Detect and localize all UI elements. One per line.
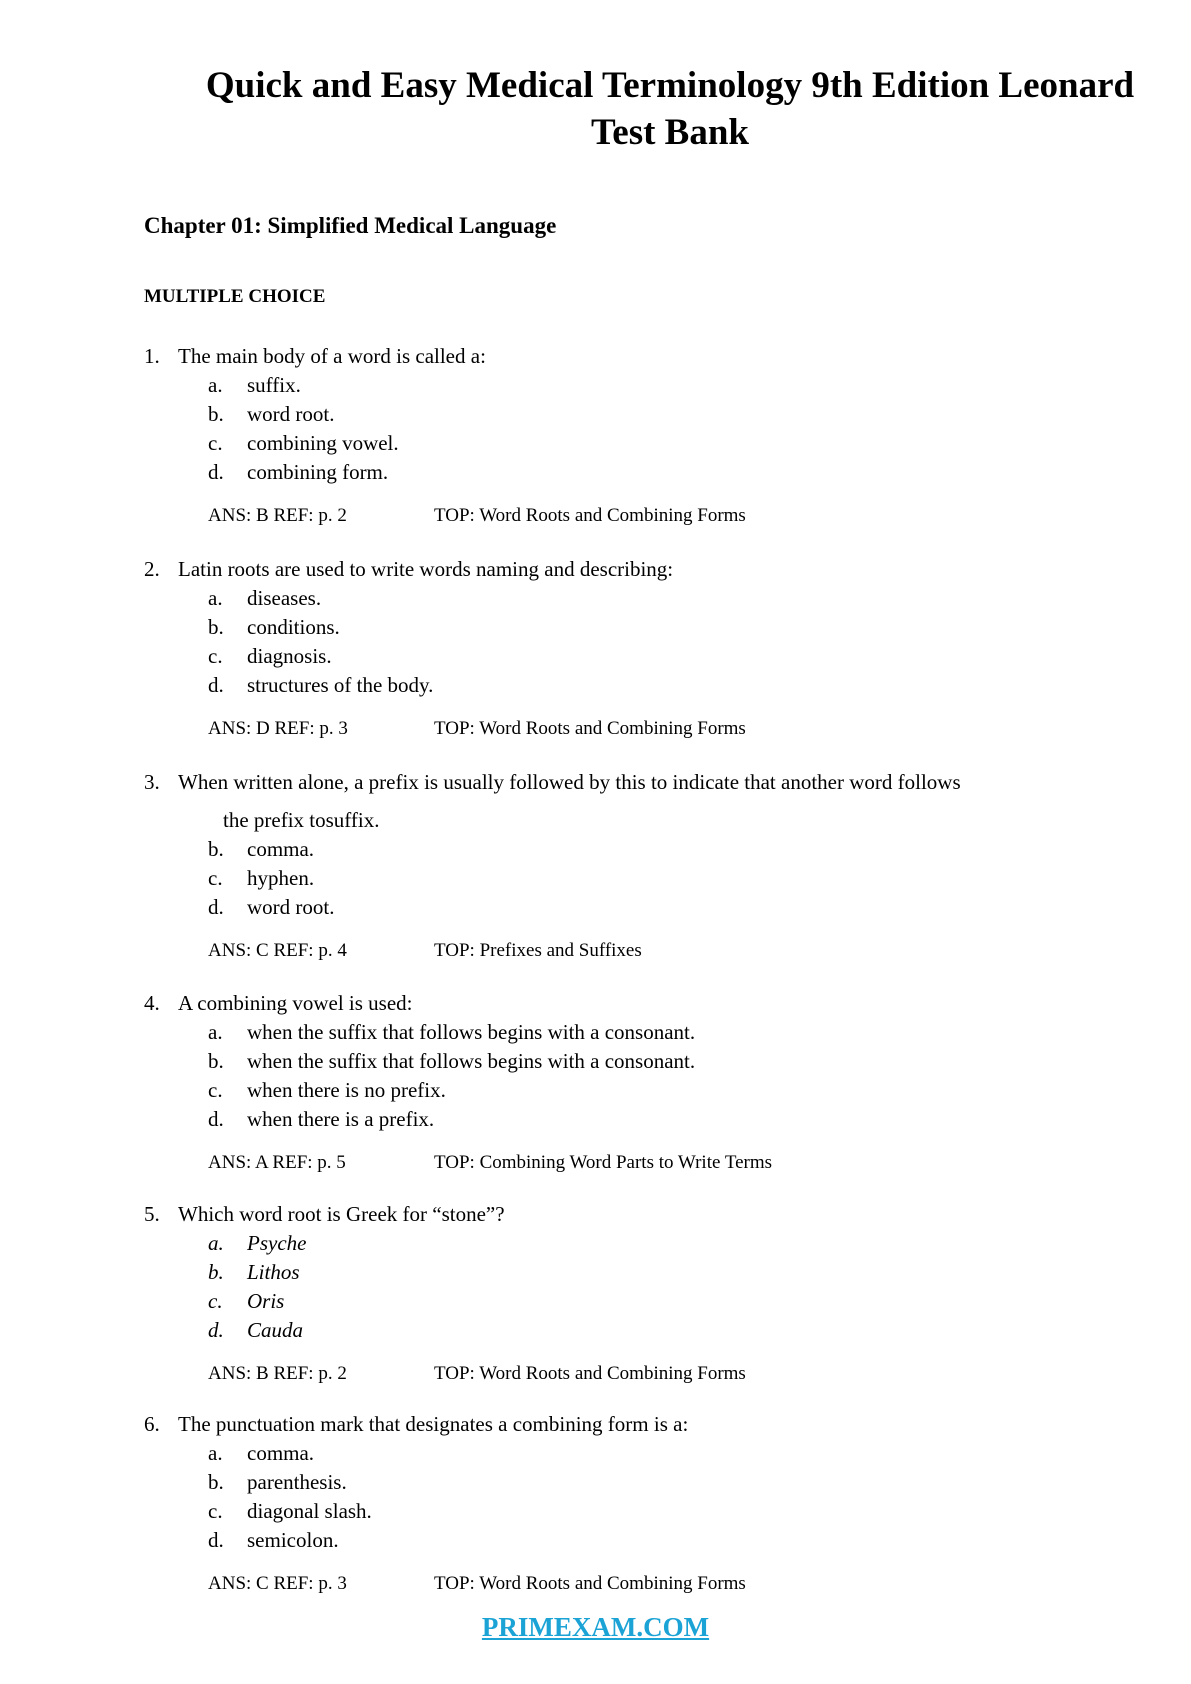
- choice-letter: a.: [208, 1231, 224, 1255]
- choice-d: [144, 893, 380, 922]
- choice-letter: d.: [208, 1528, 224, 1552]
- choice-text: word root.: [247, 402, 335, 426]
- choice-text: conditions.: [247, 615, 340, 639]
- choice-text: hyphen.: [247, 866, 315, 890]
- answer-line: [144, 936, 642, 966]
- question-number: 6.: [144, 1412, 160, 1436]
- choice-b: [144, 835, 380, 864]
- question-stem: [144, 767, 961, 797]
- choice-letter: b.: [208, 1049, 224, 1073]
- choice-letter: b.: [208, 615, 224, 639]
- answer-topic: TOP: Word Roots and Combining Forms: [434, 1363, 746, 1384]
- answer-key: ANS: C REF: p. 4: [208, 940, 347, 961]
- choice-letter: a.: [208, 1020, 223, 1044]
- document-title: [150, 62, 1190, 156]
- choice-text: combining form.: [247, 460, 389, 484]
- question-text: When written alone, a prefix is usually followed by this to indicate that another word follows: [178, 770, 961, 794]
- answer-key: ANS: B REF: p. 2: [208, 505, 347, 526]
- choice-text: comma.: [247, 1441, 315, 1465]
- section-heading: MULTIPLE CHOICE: [144, 286, 326, 307]
- choice-text: diagonal slash.: [247, 1499, 372, 1523]
- choice-letter: c.: [208, 431, 223, 455]
- choice-letter: c.: [208, 644, 223, 668]
- choice-text: suffix.: [247, 373, 301, 397]
- answer-topic: TOP: Word Roots and Combining Forms: [434, 718, 746, 739]
- question-text: The main body of a word is called a:: [178, 344, 486, 368]
- choice-letter: c.: [208, 866, 223, 890]
- choice-c: [144, 864, 380, 893]
- choice-text: when there is no prefix.: [247, 1078, 446, 1102]
- title-line-2: Test Bank: [590, 112, 749, 153]
- choice-letter: b.: [208, 402, 224, 426]
- choice-text: Lithos: [247, 1260, 300, 1284]
- footer: [0, 1612, 1191, 1643]
- choice-text: when there is a prefix.: [247, 1107, 435, 1131]
- title-line-1: Quick and Easy Medical Terminology 9th Edition Leonard: [205, 65, 1135, 106]
- question-text: Which word root is Greek for “stone”?: [178, 1202, 505, 1226]
- footer-site-link[interactable]: PRIMEXAM.COM: [481, 1612, 710, 1642]
- choice-text: Oris: [247, 1289, 285, 1313]
- choice-letter: b.: [208, 1470, 224, 1494]
- choice-letter: c.: [208, 1078, 223, 1102]
- choice-letter: d.: [208, 895, 224, 919]
- choice-text: when the suffix that follows begins with a consonant.: [247, 1049, 696, 1073]
- choice-letter: d.: [208, 460, 224, 484]
- chapter-heading: Chapter 01: Simplified Medical Language: [144, 213, 557, 238]
- choice-letter: c.: [208, 1499, 223, 1523]
- question-continuation: the prefix tosuffix.: [223, 808, 380, 832]
- choice-letter: d.: [208, 1107, 224, 1131]
- question-3: [144, 767, 961, 966]
- choice-letter: b.: [208, 837, 224, 861]
- question-number: 5.: [144, 1202, 160, 1226]
- choice-text: parenthesis.: [247, 1470, 347, 1494]
- choice-letter: a.: [208, 373, 223, 397]
- choice-list: [144, 835, 380, 922]
- answer-key: ANS: A REF: p. 5: [208, 1152, 346, 1173]
- answer-topic: TOP: Word Roots and Combining Forms: [434, 1573, 746, 1594]
- choice-text: diseases.: [247, 586, 322, 610]
- choice-text: Psyche: [247, 1231, 307, 1255]
- choice-text: combining vowel.: [247, 431, 399, 455]
- choice-letter: c.: [208, 1289, 223, 1313]
- answer-key: ANS: D REF: p. 3: [208, 718, 348, 739]
- choice-letter: d.: [208, 1318, 224, 1342]
- answer-topic: TOP: Word Roots and Combining Forms: [434, 505, 746, 526]
- question-number: 3.: [144, 770, 160, 794]
- choice-text: Cauda: [247, 1318, 304, 1342]
- answer-topic: TOP: Prefixes and Suffixes: [434, 940, 642, 961]
- answer-key: ANS: B REF: p. 2: [208, 1363, 347, 1384]
- question-number: 1.: [144, 344, 160, 368]
- question-number: 4.: [144, 991, 160, 1015]
- answer-topic: TOP: Combining Word Parts to Write Terms: [434, 1152, 773, 1173]
- choice-letter: a.: [208, 586, 223, 610]
- question-text: The punctuation mark that designates a combining form is a:: [178, 1412, 689, 1436]
- choice-text: semicolon.: [247, 1528, 339, 1552]
- question-text: A combining vowel is used:: [178, 991, 413, 1015]
- choice-text: structures of the body.: [247, 673, 434, 697]
- question-text: Latin roots are used to write words naming and describing:: [178, 557, 674, 581]
- choice-text: diagnosis.: [247, 644, 332, 668]
- choice-text: word root.: [247, 895, 335, 919]
- choice-text: when the suffix that follows begins with a consonant.: [247, 1020, 696, 1044]
- choice-letter: b.: [208, 1260, 224, 1284]
- choice-letter: d.: [208, 673, 224, 697]
- choice-letter: a.: [208, 1441, 223, 1465]
- question-number: 2.: [144, 557, 160, 581]
- answer-key: ANS: C REF: p. 3: [208, 1573, 347, 1594]
- choice-text: comma.: [247, 837, 315, 861]
